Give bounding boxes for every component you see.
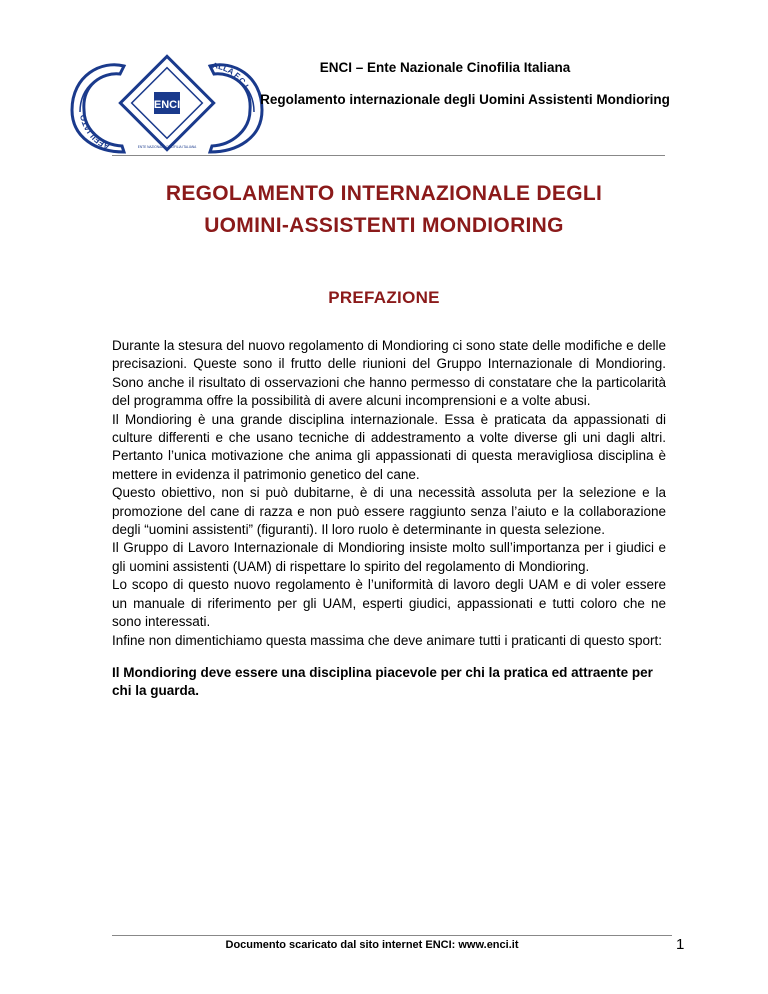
footer-divider [112,935,672,936]
paragraph: Questo obiettivo, non si può dubitarne, è di una necessità assoluta per la selezione e la promozione del cane di razza e non può essere raggiunto senza l’aiuto e la collaborazione degli “uomini assistenti” (figuranti). Il loro ruolo è determinante in questa selezione. [112,485,666,538]
title-line-1: REGOLAMENTO INTERNAZIONALE DEGLI [165,182,603,205]
paragraph: Il Mondioring è una grande disciplina internazionale. Essa è praticata da appassionati di culture differenti e che usano tecniche di addestramento a volte diverse gli uni dagli altri. Pertanto l’unica motivazione che anima gli appassionati di questa meravigliosa disciplina è mettere in evidenza il patrimonio genetico del cane. [112,411,666,482]
paragraph: Durante la stesura del nuovo regolamento di Mondioring ci sono state delle modifiche e delle precisazioni. Queste sono il frutto delle riunioni del Gruppo Internazionale di Mondioring. Sono anche il risultato di osservazioni che hanno permesso di constatare che la particolarità del programma offre la possibilità di avere alcuni incomprensioni e a volte abusi. [112,338,666,409]
section-title: PREFAZIONE [328,288,440,307]
paragraph: Infine non dimentichiamo questa massima che deve animare tutti i praticanti di questo sport: [112,632,663,648]
header-org: ENCI – Ente Nazionale Cinofilia Italiana [319,60,571,75]
logo-ring-text-right: ALLA F.C.I. [211,60,252,92]
logo-diamond-text: ENTE NAZIONALE CINOFILIA ITALIANA [137,145,197,149]
header-divider [112,155,665,156]
paragraph: Lo scopo di questo nuovo regolamento è l’uniformità di lavoro degli UAM e di voler essere un manuale di riferimento per gli UAM, esperti giudici, appassionati e tutti coloro che ne sono interessati. [112,577,666,630]
page-title [70,178,698,242]
logo-ring-text-left: AFFILIATO [78,113,111,152]
preface-body [112,337,666,650]
logo-center-text: ENCI [153,99,181,111]
page-number: 1 [676,936,685,953]
footer-text: Documento scaricato dal sito internet ENCI: www.enci.it [225,939,519,951]
title-line-2: UOMINI-ASSISTENTI MONDIORING [204,214,564,237]
closing-statement: Il Mondioring deve essere una disciplina piacevole per chi la pratica ed attraente per chi la guarda. [112,665,653,699]
paragraph: Il Gruppo di Lavoro Internazionale di Mondioring insiste molto sull’importanza per i giudici e gli uomini assistenti (UAM) di rispettare lo spirito del regolamento di Mondioring. [112,540,666,574]
header-doc-title: Regolamento internazionale degli Uomini Assistenti Mondioring [260,92,670,107]
